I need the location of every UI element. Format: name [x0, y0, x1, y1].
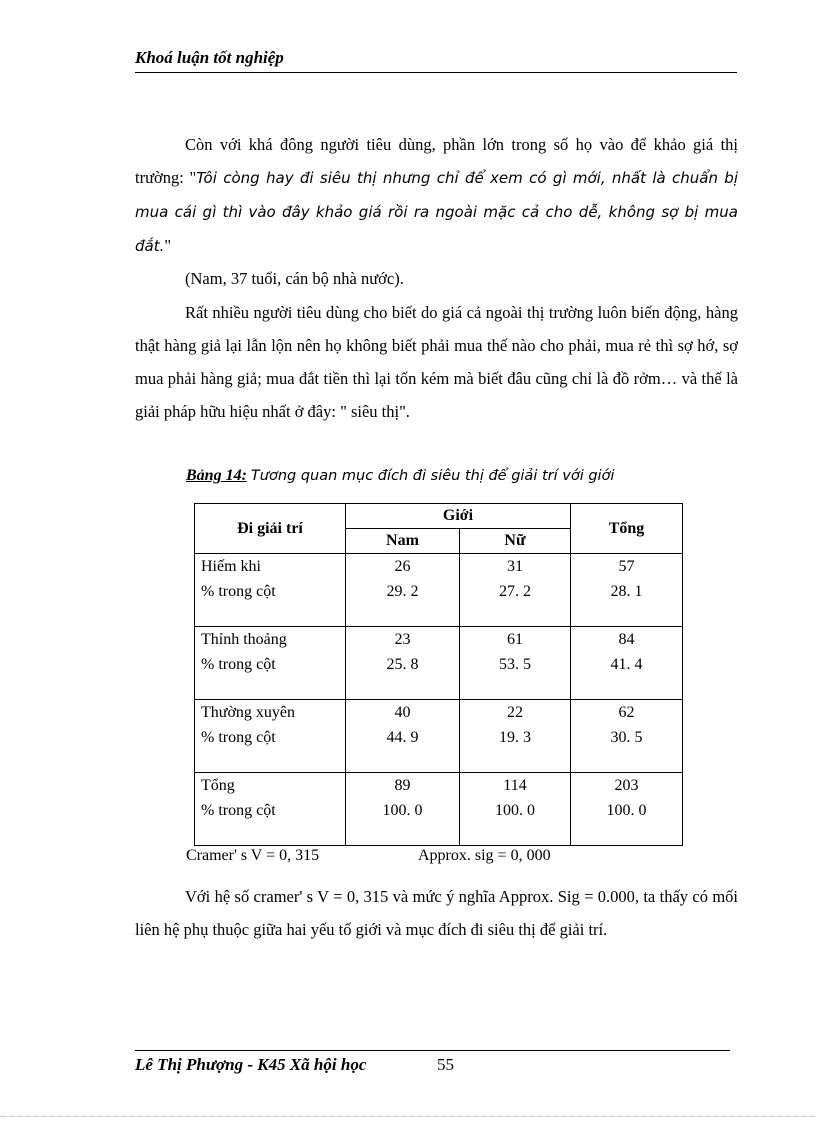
quote-close: " [164, 236, 172, 255]
count: 84 [618, 631, 635, 648]
count: 40 [394, 704, 411, 721]
col-header-female: Nữ [460, 529, 571, 554]
table-row [195, 554, 683, 627]
col-header-gender: Giới [346, 504, 571, 529]
cell-male [346, 773, 460, 846]
cell-female [460, 627, 571, 700]
row-label: Thường xuyên [201, 704, 296, 721]
cell-total [571, 700, 683, 773]
page-number: 55 [437, 1055, 454, 1074]
footer-author: Lê Thị Phượng - K45 Xã hội học [135, 1055, 367, 1074]
row-sublabel: % trong cột [201, 583, 276, 600]
row-sublabel: % trong cột [201, 656, 276, 673]
percent: 19. 3 [499, 729, 531, 746]
row-label: Tổng [201, 777, 235, 794]
cell-total [571, 554, 683, 627]
page-header-title: Khoá luận tốt nghiệp [135, 48, 284, 67]
percent: 44. 9 [386, 729, 419, 746]
cell-total [571, 627, 683, 700]
count: 23 [394, 631, 411, 648]
cell-female [460, 700, 571, 773]
percent: 25. 8 [386, 656, 419, 673]
interview-quote: Tôi còng hay đi siêu thị nhưng chỉ để xem có gì mới, nhất là chuẩn bị mua cái gì thì vào đây khảo giá rồi ra ngoài mặc cả cho dễ, không sợ bị mua đắt. [135, 169, 738, 255]
col-header-activity: Đi giải trí [195, 504, 346, 554]
col-header-total: Tổng [571, 504, 683, 554]
percent: 100. 0 [495, 802, 535, 819]
cell-female [460, 554, 571, 627]
percent: 100. 0 [382, 802, 423, 819]
count: 62 [618, 704, 635, 721]
percent: 27. 2 [499, 583, 531, 600]
row-label-cell [195, 773, 346, 846]
cell-male [346, 700, 460, 773]
row-label: Hiếm khi [201, 558, 261, 575]
count: 57 [618, 558, 635, 575]
cell-male [346, 627, 460, 700]
count: 61 [507, 631, 523, 648]
row-label-cell [195, 700, 346, 773]
percent: 29. 2 [386, 583, 419, 600]
table-row [195, 700, 683, 773]
header-divider [135, 72, 737, 73]
cramer-v-stat: Cramer' s V = 0, 315 [186, 847, 320, 864]
col-header-male: Nam [346, 529, 460, 554]
count: 203 [614, 777, 639, 794]
paragraph-lead: Còn với khá đông người tiêu dùng, phần lớn trong số họ vào để khảo giá thị trường: " [135, 135, 738, 187]
cell-female [460, 773, 571, 846]
row-sublabel: % trong cột [201, 729, 276, 746]
percent: 41. 4 [610, 656, 643, 673]
count: 89 [394, 777, 411, 794]
row-label: Thỉnh thoảng [201, 631, 287, 648]
percent: 28. 1 [610, 583, 643, 600]
cell-male [346, 554, 460, 627]
quote-attribution: (Nam, 37 tuổi, cán bộ nhà nước). [185, 269, 404, 288]
table-caption [186, 467, 614, 485]
percent: 30. 5 [610, 729, 643, 746]
paragraph-market-survey [135, 128, 738, 263]
footer-divider [135, 1050, 730, 1051]
paragraph-consumers: Rất nhiều người tiêu dùng cho biết do giá cả ngoài thị trường luôn biến động, hàng thật hàng giả lại lẫn lộn nên họ không biết phải mua thế nào cho phải, mua rẻ thì sợ hớ, sợ mua phải hàng giả; mua đắt tiền thì lại tốn kém mà biết đâu cũng chỉ là đồ rởm… và thế là giải pháp hữu hiệu nhất ở đây: " siêu thị". [135, 303, 738, 421]
percent: 100. 0 [606, 802, 647, 819]
percent: 53. 5 [499, 656, 531, 673]
table-caption-label: Bảng 14: [186, 467, 247, 484]
table-row [195, 627, 683, 700]
count: 114 [503, 777, 527, 794]
count: 26 [394, 558, 411, 575]
paragraph-conclusion: Với hệ số cramer' s V = 0, 315 và mức ý nghĩa Approx. Sig = 0.000, ta thấy có mối liên hệ phụ thuộc giữa hai yếu tố giới và mục đích đi siêu thị để giải trí. [135, 887, 738, 939]
count: 31 [507, 558, 523, 575]
row-label-cell [195, 554, 346, 627]
count: 22 [507, 704, 523, 721]
table-caption-text: Tương quan mục đích đi siêu thị để giải trí với giới [250, 468, 615, 484]
row-sublabel: % trong cột [201, 802, 276, 819]
approx-sig-stat: Approx. sig = 0, 000 [418, 847, 551, 864]
table-row-total [195, 773, 683, 846]
row-label-cell [195, 627, 346, 700]
cell-total [571, 773, 683, 846]
page-edge-dotted-line [0, 1116, 816, 1117]
crosstab-table [194, 503, 683, 846]
